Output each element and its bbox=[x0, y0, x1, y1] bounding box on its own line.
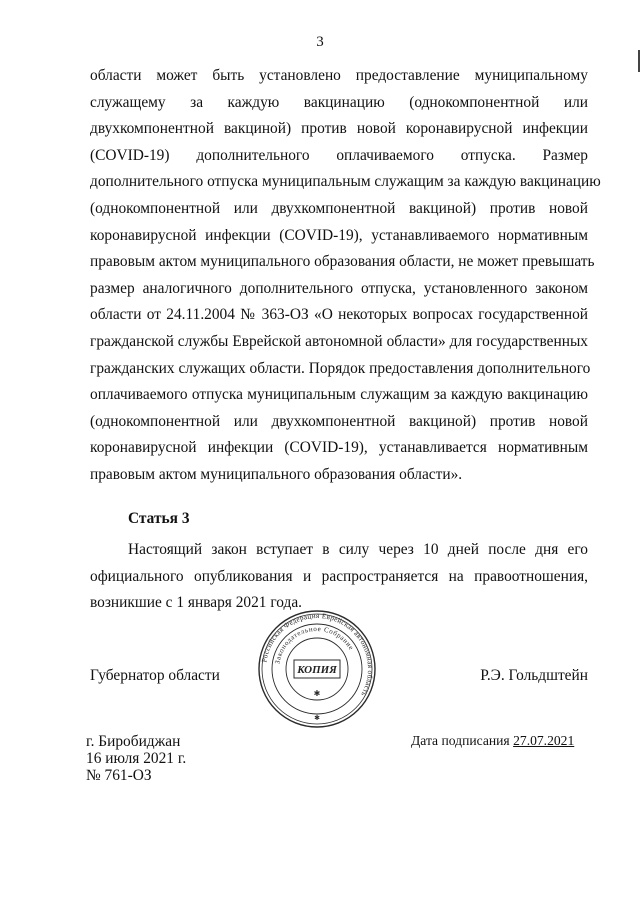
body-line: правовым актом муниципального образования области». bbox=[90, 465, 463, 483]
body-line: (однокомпонентной или двухкомпонентной вакциной) против новой bbox=[90, 199, 588, 217]
body-line: служащему за каждую вакцинацию (однокомпонентной или bbox=[90, 93, 588, 111]
article-line: Настоящий закон вступает в силу через 10 дней после дня его bbox=[128, 541, 588, 558]
law-number: № 761-ОЗ bbox=[86, 767, 152, 784]
body-line: гражданской службы Еврейской автономной области» для государственных bbox=[90, 332, 588, 350]
body-line: двухкомпонентной вакциной) против новой коронавирусной инфекции bbox=[90, 120, 588, 138]
signatory-title: Губернатор области bbox=[90, 667, 220, 684]
seal-inner-text: Законодательное Собрание bbox=[273, 624, 356, 665]
signatory-name: Р.Э. Гольдштейн bbox=[480, 667, 588, 684]
date-line: 16 июля 2021 г. bbox=[86, 750, 187, 767]
article-paragraph bbox=[90, 537, 588, 617]
article-line: возникшие с 1 января 2021 года. bbox=[90, 594, 303, 612]
article-heading: Статья 3 bbox=[128, 510, 190, 527]
body-line: коронавирусной инфекции (COVID-19), устанавливаемого нормативным bbox=[90, 226, 588, 244]
body-line: области может быть установлено предоставление муниципальному bbox=[90, 67, 588, 84]
body-line: правовым актом муниципального образования области, не может превышать bbox=[90, 253, 595, 271]
seal-copy-label: КОПИЯ bbox=[297, 664, 337, 676]
star-icon: ✱ bbox=[314, 714, 320, 722]
body-paragraph bbox=[90, 63, 601, 489]
body-line: дополнительного отпуска муниципальным служащим за каждую вакцинацию bbox=[90, 173, 601, 191]
body-line: (однокомпонентной или двухкомпонентной вакциной) против новой bbox=[90, 412, 588, 430]
star-icon: ✱ bbox=[313, 689, 321, 698]
body-line: оплачиваемого отпуска муниципальным служащим за каждую вакцинацию bbox=[90, 386, 588, 404]
official-seal bbox=[256, 608, 378, 730]
signing-date bbox=[411, 733, 574, 749]
body-line: размер аналогичного дополнительного отпуска, установленного законом bbox=[90, 279, 588, 297]
body-line: коронавирусной инфекции (COVID-19), устанавливается нормативным bbox=[90, 439, 588, 457]
seal-outer-text: Российская Федерация Еврейская автономная область bbox=[260, 611, 375, 698]
city-line: г. Биробиджан bbox=[86, 733, 181, 750]
article-line: официального опубликования и распространяется на правоотношения, bbox=[90, 567, 588, 585]
signing-date-value: 27.07.2021 bbox=[513, 733, 575, 748]
body-line: гражданских служащих области. Порядок предоставления дополнительного bbox=[90, 359, 591, 377]
page-number: 3 bbox=[316, 34, 324, 50]
body-line: области от 24.11.2004 № 363-ОЗ «О некоторых вопросах государственной bbox=[90, 306, 588, 324]
body-line: (COVID-19) дополнительного оплачиваемого отпуска. Размер bbox=[90, 146, 588, 164]
signing-date-label: Дата подписания bbox=[411, 733, 510, 748]
